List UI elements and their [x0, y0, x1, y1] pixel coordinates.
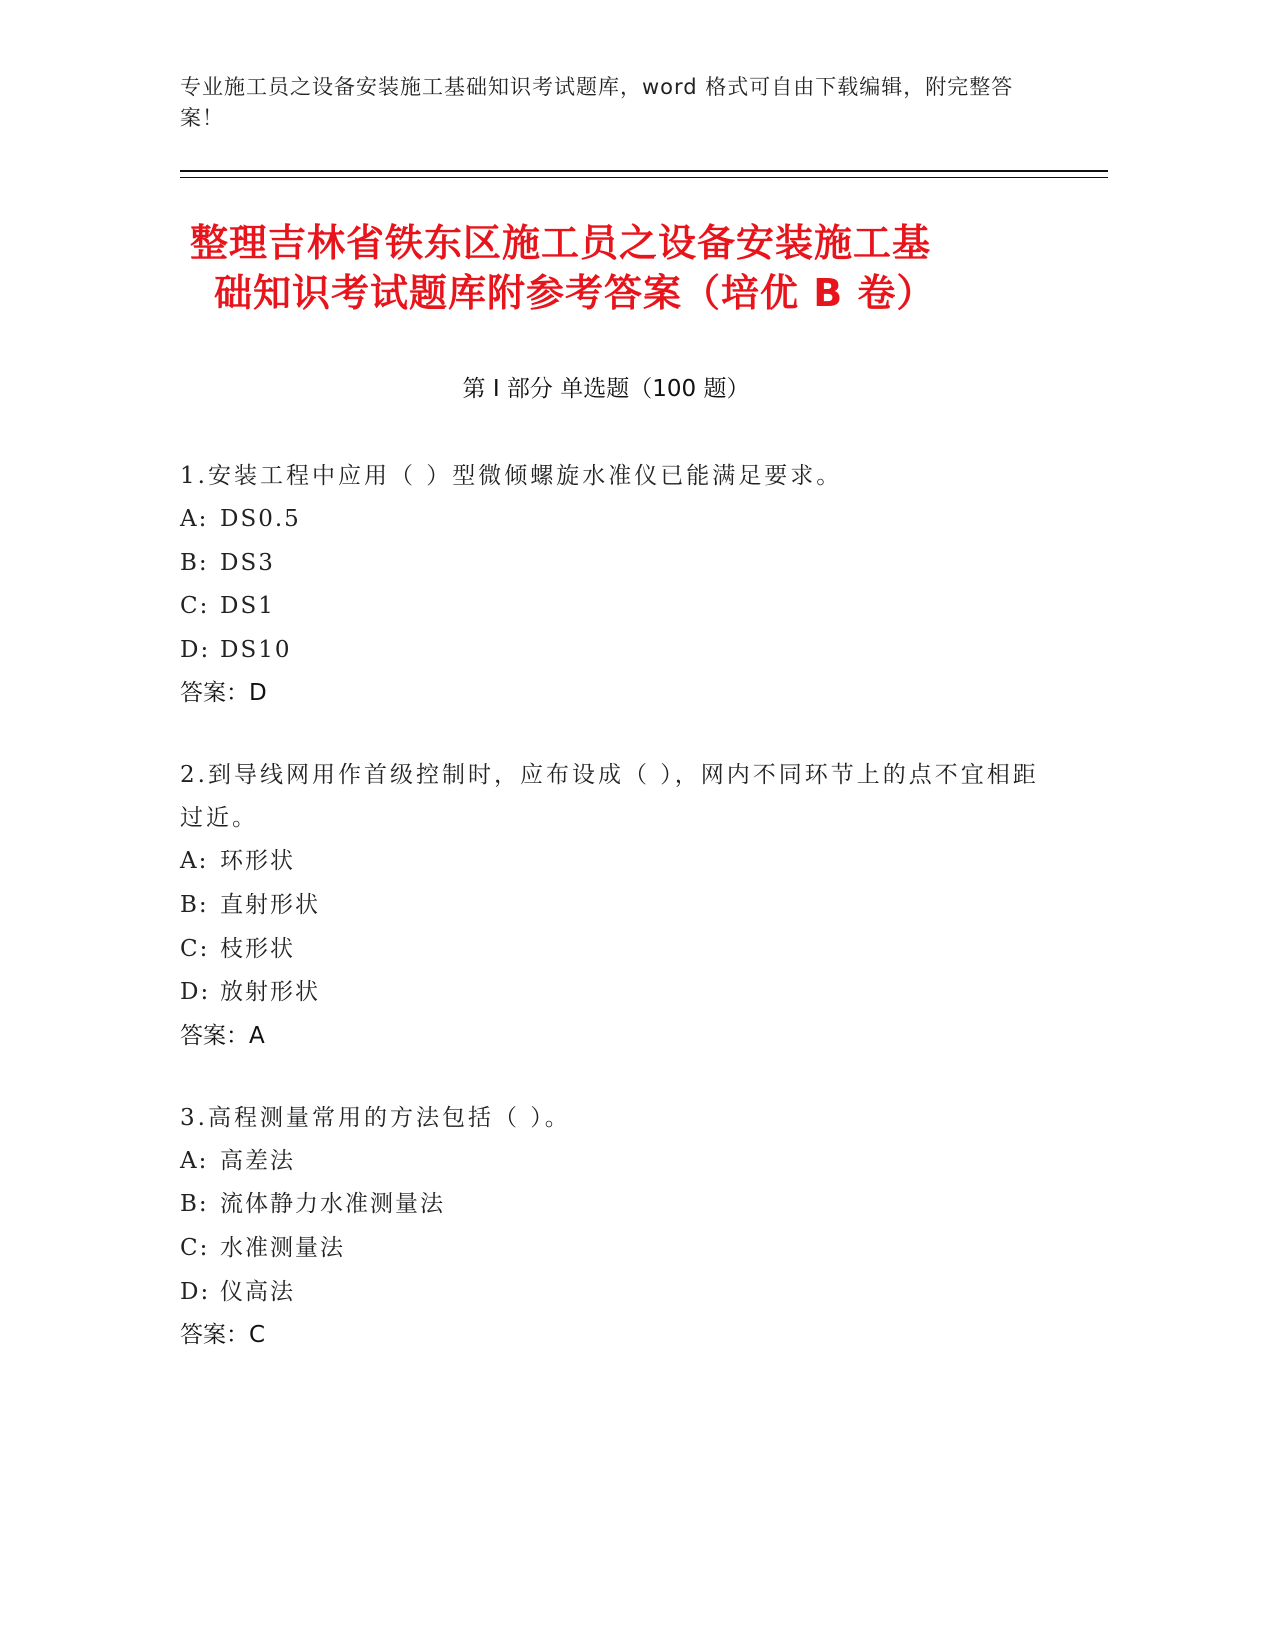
option-a — [180, 1140, 1040, 1184]
option-c — [180, 1227, 1040, 1271]
option-letter: A: — [180, 1147, 209, 1174]
option-letter: C: — [180, 935, 210, 962]
header-divider-thin — [180, 177, 1108, 178]
option-text: DS10 — [220, 636, 292, 663]
option-text: DS0.5 — [220, 506, 301, 532]
answer-line: 答案：D — [180, 680, 267, 707]
option-c — [180, 585, 1040, 629]
question-3 — [180, 1097, 1040, 1357]
option-text: DS1 — [220, 593, 275, 620]
option-text: 高差法 — [220, 1147, 295, 1174]
header-note: 专业施工员之设备安装施工基础知识考试题库，word 格式可自由下载编辑，附完整答案！ — [180, 75, 1014, 130]
option-text: 仪高法 — [220, 1278, 295, 1305]
option-b — [180, 884, 1040, 928]
question-2 — [180, 754, 1040, 1057]
option-letter: D: — [180, 979, 211, 1006]
answer-line: 答案：C — [180, 1322, 266, 1349]
option-letter: C: — [180, 593, 210, 620]
option-c — [180, 928, 1040, 972]
option-text: DS3 — [220, 549, 275, 576]
option-b — [180, 1183, 1040, 1227]
option-text: 枝形状 — [220, 935, 295, 962]
option-letter: D: — [180, 636, 211, 663]
option-b — [180, 542, 1040, 586]
option-letter: A: — [180, 848, 209, 875]
option-text: 环形状 — [220, 848, 295, 875]
option-text: 流体静力水准测量法 — [220, 1191, 445, 1218]
question-stem: 2.到导线网用作首级控制时，应布设成（ ），网内不同环节上的点不宜相距过近。 — [180, 762, 1039, 832]
document-title-line2: 础知识考试题库附参考答案（培优 B 卷） — [214, 271, 936, 315]
question-stem: 1.安装工程中应用（ ）型微倾螺旋水准仪已能满足要求。 — [180, 463, 843, 489]
option-letter: A: — [180, 506, 209, 532]
question-1 — [180, 455, 1040, 715]
document-title-line1: 整理吉林省铁东区施工员之设备安装施工基 — [190, 221, 932, 265]
header-divider-thick — [180, 170, 1108, 172]
option-a — [180, 498, 1040, 542]
option-text: 放射形状 — [220, 979, 320, 1006]
option-d — [180, 1271, 1040, 1315]
option-text: 直射形状 — [220, 891, 320, 918]
option-text: 水准测量法 — [220, 1234, 345, 1261]
option-letter: B: — [180, 1191, 209, 1218]
document-title — [190, 218, 1090, 318]
option-letter: B: — [180, 891, 209, 918]
option-letter: C: — [180, 1234, 210, 1261]
option-letter: D: — [180, 1278, 211, 1305]
option-a — [180, 840, 1040, 884]
question-list — [180, 455, 1040, 1396]
answer-line: 答案：A — [180, 1022, 265, 1049]
question-stem: 3.高程测量常用的方法包括（ ）。 — [180, 1104, 571, 1131]
option-d — [180, 971, 1040, 1015]
option-letter: B: — [180, 549, 209, 576]
section-title: 第 I 部分 单选题（100 题） — [462, 376, 750, 402]
option-d — [180, 629, 1040, 673]
